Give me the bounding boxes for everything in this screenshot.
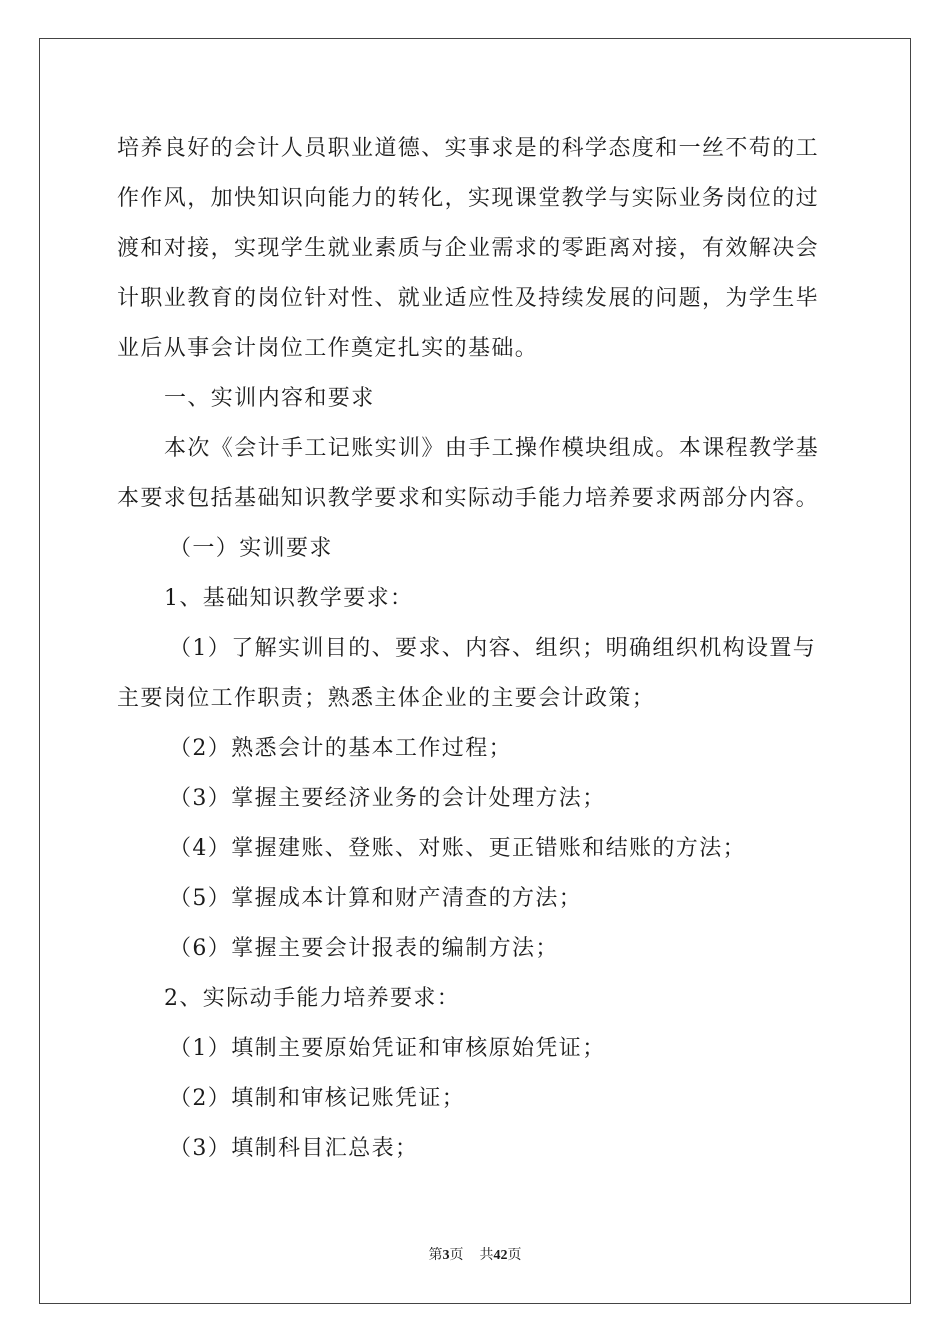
- list-item: （2）填制和审核记账凭证；: [169, 1086, 466, 1111]
- text-line: 本次《会计手工记账实训》由手工操作模块组成。本课程教学基: [164, 436, 820, 461]
- text-line: 本要求包括基础知识教学要求和实际动手能力培养要求两部分内容。: [117, 486, 820, 511]
- list-item: （3）掌握主要经济业务的会计处理方法；: [169, 786, 606, 811]
- total-pages: 42: [493, 1248, 508, 1263]
- page-number: 3: [442, 1248, 450, 1263]
- list-heading-practical: 2、实际动手能力培养要求：: [164, 986, 461, 1011]
- page-prefix: 第: [428, 1248, 443, 1263]
- paragraph-course: [117, 424, 837, 524]
- list-heading-basic: 1、基础知识教学要求：: [164, 586, 414, 611]
- paragraph-intro: [117, 124, 837, 374]
- section-heading-content: 一、实训内容和要求: [164, 386, 375, 411]
- total-suffix: 页: [507, 1248, 522, 1263]
- list-item: （4）掌握建账、登账、对账、更正错账和结账的方法；: [169, 836, 746, 861]
- subsection-heading: （一）实训要求: [169, 536, 333, 561]
- list-item: （3）填制科目汇总表；: [169, 1136, 419, 1161]
- list-item: （2）熟悉会计的基本工作过程；: [169, 736, 512, 761]
- text-line: 主要岗位工作职责；熟悉主体企业的主要会计政策；: [117, 686, 656, 711]
- total-prefix: 共: [479, 1248, 494, 1263]
- text-line: 业后从事会计岗位工作奠定扎实的基础。: [117, 336, 539, 361]
- list-item: （6）掌握主要会计报表的编制方法；: [169, 936, 559, 961]
- list-item: （5）掌握成本计算和财产清查的方法；: [169, 886, 583, 911]
- document-body: [117, 124, 837, 1174]
- text-line: 培养良好的会计人员职业道德、实事求是的科学态度和一丝不苟的工: [117, 136, 820, 161]
- list-item: [117, 624, 837, 724]
- text-line: 渡和对接，实现学生就业素质与企业需求的零距离对接，有效解决会: [117, 236, 820, 261]
- text-line: 计职业教育的岗位针对性、就业适应性及持续发展的问题，为学生毕: [117, 286, 820, 311]
- text-line: 作作风，加快知识向能力的转化，实现课堂教学与实际业务岗位的过: [117, 186, 820, 211]
- page-suffix: 页: [449, 1248, 464, 1263]
- list-item: （1）填制主要原始凭证和审核原始凭证；: [169, 1036, 606, 1061]
- page-footer: [0, 1244, 950, 1264]
- text-line: （1）了解实训目的、要求、内容、组织；明确组织机构设置与: [169, 636, 817, 661]
